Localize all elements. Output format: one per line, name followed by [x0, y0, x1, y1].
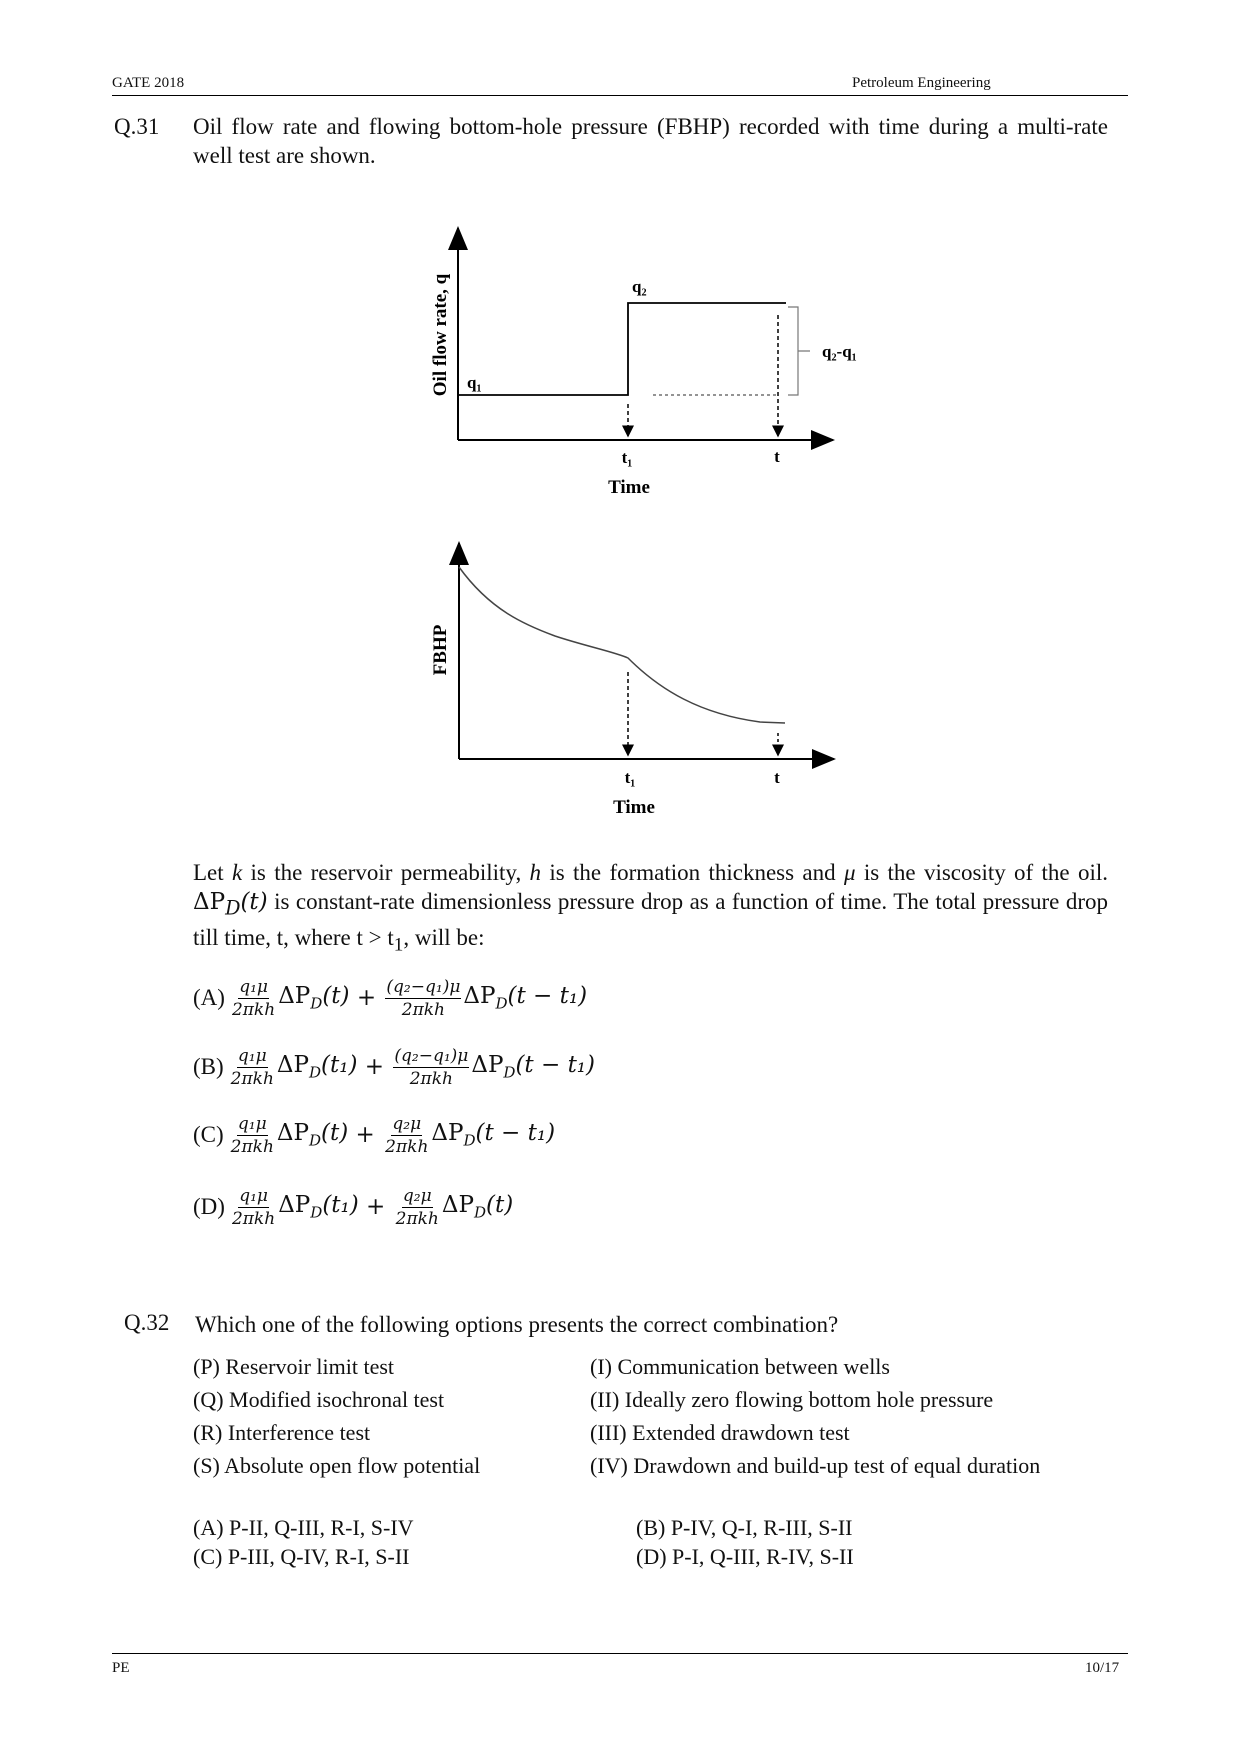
fbhp-figure: [400, 530, 860, 830]
fig1-diff-label: q₂-q₁: [822, 342, 857, 361]
fig1-t-label: t: [774, 447, 780, 466]
q32-option-a[interactable]: (A) P-II, Q-III, R-I, S-IV: [193, 1515, 414, 1540]
fig2-t-label: t: [774, 768, 780, 787]
list-item: (R) Interference test: [193, 1420, 371, 1445]
list-item: (IV) Drawdown and build-up test of equal duration: [590, 1453, 1041, 1478]
fig2-xlabel: Time: [613, 797, 655, 818]
q31-option-a[interactable]: (A) $\frac{\text{q₁μ}}{\text{2πkh}}$ $\Delta P_D(t)$ + $\frac{\text{(q₂−q₁)μ}}{\text{2πkh}}$ $\Delta P_D(t - t_1)$: [193, 976, 588, 1020]
list-item: (II) Ideally zero flowing bottom hole pressure: [590, 1387, 994, 1412]
list-item: (P) Reservoir limit test: [193, 1354, 395, 1379]
q31-option-b[interactable]: (B) $\frac{\text{q₁μ}}{\text{2πkh}}$ $\Delta P_D(t_1)$ + $\frac{\text{(q₂−q₁)μ}}{\text{2πkh}}$ $\Delta P_D(t - t_1)$: [193, 1045, 595, 1089]
q32-right-column: [590, 1350, 1040, 1482]
footer-rule: [112, 1653, 1128, 1654]
flow-rate-figure: [400, 215, 860, 505]
fbhp-curve: [459, 567, 785, 723]
fig1-ylabel: Oil flow rate, q: [430, 273, 451, 397]
fig1-t1-label: t₁: [621, 448, 633, 467]
q32-number: Q.32: [124, 1310, 170, 1335]
footer-left: PE: [112, 1660, 130, 1676]
fig2-ylabel: FBHP: [430, 624, 451, 676]
page-number: 10/17: [1085, 1660, 1120, 1676]
fig1-q2-label: q₂: [632, 277, 647, 296]
q31-option-d[interactable]: (D) $\frac{\text{q₁μ}}{\text{2πkh}}$ $\Delta P_D(t_1)$ + $\frac{\text{q₂μ}}{\text{2πkh}}$ $\Delta P_D(t)$: [193, 1185, 514, 1229]
fig1-q1-label: q₁: [467, 373, 482, 392]
q32-text: Which one of the following options presents the correct combination?: [195, 1312, 839, 1337]
list-item: (S) Absolute open flow potential: [193, 1453, 481, 1478]
header-rule: [112, 95, 1128, 96]
fig1-xlabel: Time: [608, 477, 650, 498]
list-item: (Q) Modified isochronal test: [193, 1387, 445, 1412]
rate-step-line: [458, 303, 786, 395]
q32-option-b[interactable]: (B) P-IV, Q-I, R-III, S-II: [636, 1515, 853, 1540]
q32-option-c[interactable]: (C) P-III, Q-IV, R-I, S-II: [193, 1544, 410, 1569]
list-item: (III) Extended drawdown test: [590, 1420, 850, 1445]
q-diff-bracket: [788, 307, 810, 395]
q31-number: Q.31: [114, 114, 160, 139]
header-left: GATE 2018: [112, 75, 185, 91]
q31-option-c[interactable]: (C) $\frac{\text{q₁μ}}{\text{2πkh}}$ $\Delta P_D(t)$ + $\frac{\text{q₂μ}}{\text{2πkh}}$ $\Delta P_D(t - t_1)$: [193, 1113, 556, 1157]
q31-text: Oil flow rate and flowing bottom-hole pressure (FBHP) recorded with time during a multi-rate well test are shown.: [193, 114, 1108, 168]
q32-option-d[interactable]: (D) P-I, Q-III, R-IV, S-II: [636, 1544, 854, 1569]
fig2-t1-label: t₁: [624, 768, 636, 787]
q31-body: Let k is the reservoir permeability, h is the formation thickness and μ is the viscosity of the oil. $\Delta P_D(t)$ is constant-rate dimensionless pressure drop as a function of time. The total pressure drop till time, t, where $t > t_1$, will be:: [193, 860, 1109, 956]
list-item: (I) Communication between wells: [590, 1354, 890, 1379]
header-right: Petroleum Engineering: [852, 75, 991, 91]
q32-left-column: [193, 1350, 480, 1482]
